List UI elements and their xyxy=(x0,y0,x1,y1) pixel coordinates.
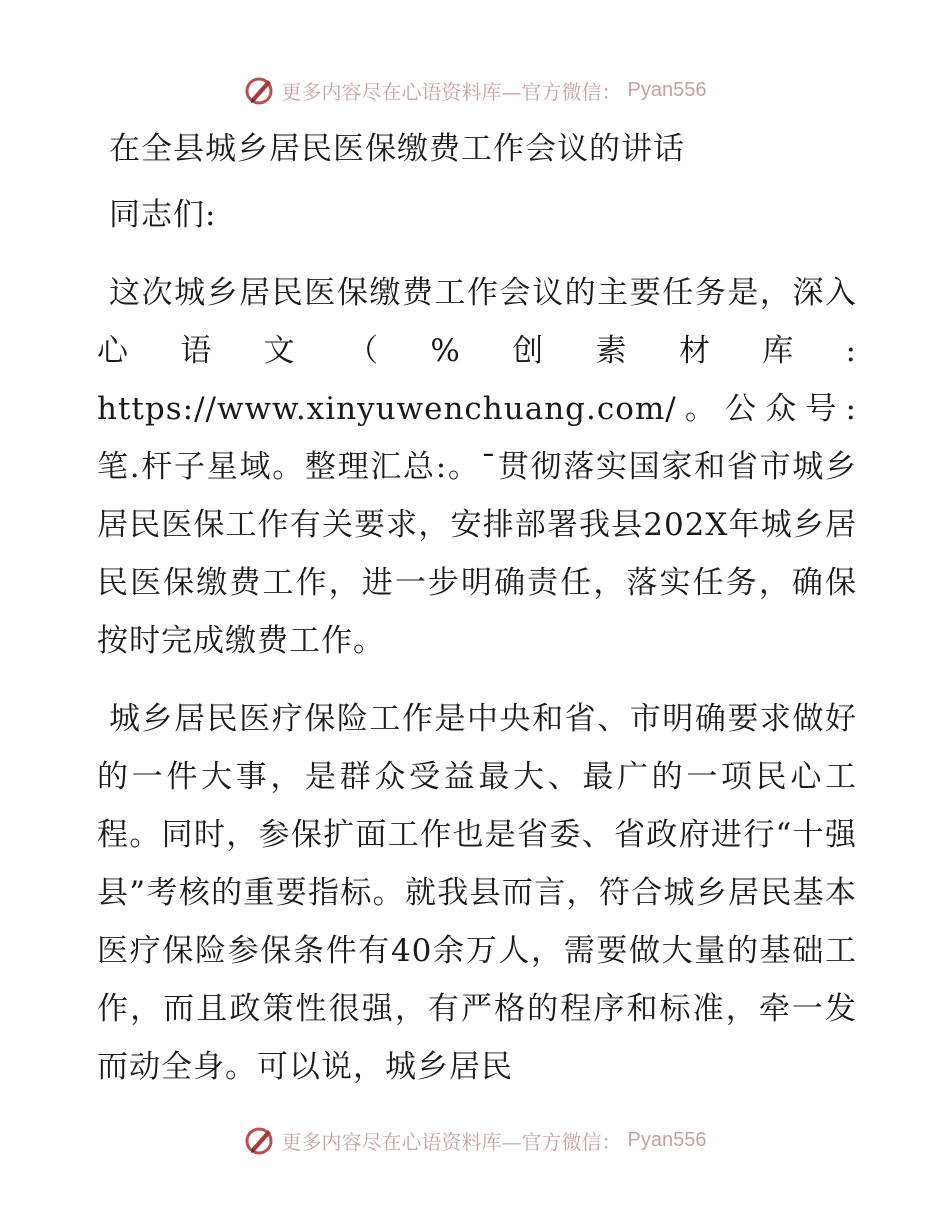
paragraph-1-text: 这次城乡居民医保缴费工作会议的主要任务是，深入心语文（%创素材库: https://www.xinyuwenchuang.com/。公众号: 笔.杆子星域。整理汇总:。¯贯彻落实国家和省市城乡居民医保工作有关要求，安排部署我县202X年城乡居民医保缴费工作，进一步明确责任，落实任务，确保按时完成缴费工作。 xyxy=(97,275,857,659)
document-body xyxy=(97,120,857,1096)
brush-logo-icon xyxy=(244,1124,276,1156)
watermark-text: 更多内容尽在心语资料库—官方微信： xyxy=(281,79,622,104)
watermark-wechat-id: Pyan556 xyxy=(627,78,707,101)
footer-watermark xyxy=(0,1120,950,1160)
paragraph-2 xyxy=(97,690,857,1096)
header-watermark xyxy=(0,70,950,110)
brush-logo-icon xyxy=(244,74,276,106)
paragraph-1 xyxy=(97,264,857,670)
salutation: 同志们: xyxy=(109,197,217,233)
paragraph-2-text: 城乡居民医疗保险工作是中央和省、市明确要求做好的一件大事，是群众受益最大、最广的一项民心工程。同时，参保扩面工作也是省委、省政府进行“十强县”考核的重要指标。就我县而言，符合城乡居民基本医疗保险参保条件有40余万人，需要做大量的基础工作，而且政策性很强，有严格的程序和标准，牵一发而动全身。可以说，城乡居民 xyxy=(97,701,857,1085)
watermark-wechat-id: Pyan556 xyxy=(627,1128,707,1151)
watermark-text: 更多内容尽在心语资料库—官方微信： xyxy=(281,1129,622,1154)
document-title: 在全县城乡居民医保缴费工作会议的讲话 xyxy=(109,131,685,167)
